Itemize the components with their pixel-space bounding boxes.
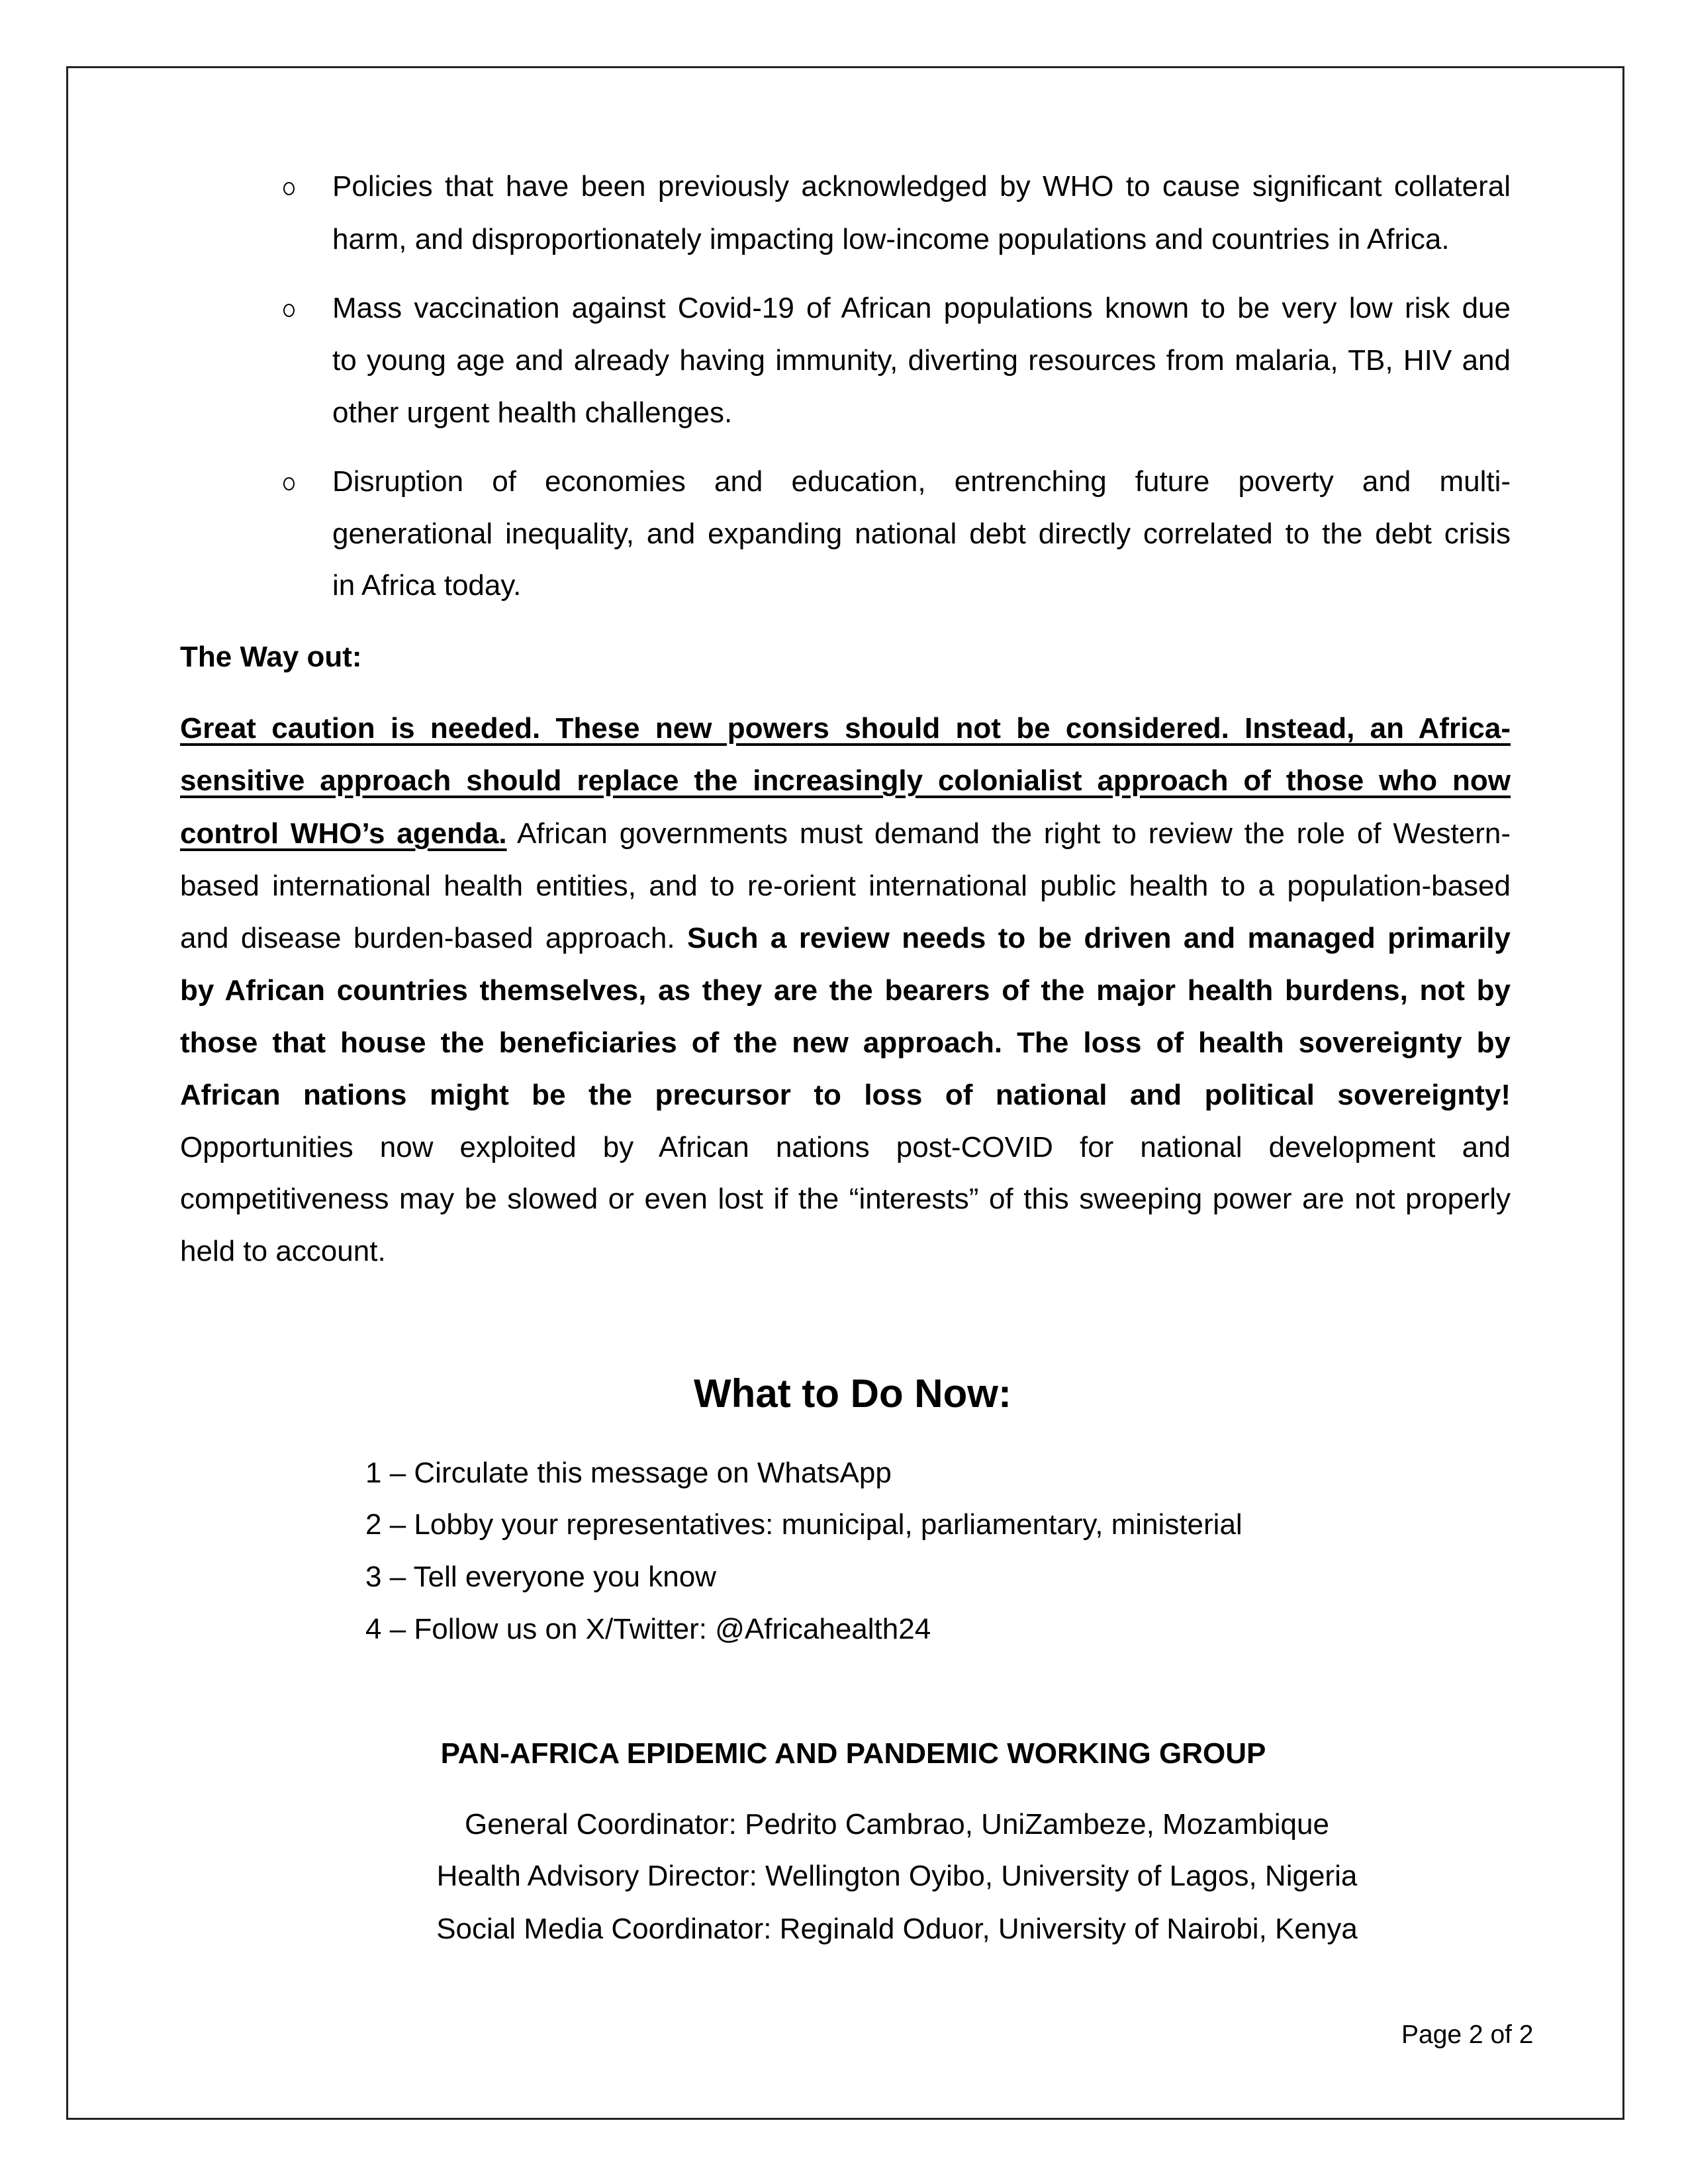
working-group-title: PAN-AFRICA EPIDEMIC AND PANDEMIC WORKING GROUP <box>440 1737 1266 1770</box>
bold-text: African nations might be the precursor to loss of national and political sovereignty! <box>180 1079 1511 1111</box>
section-heading-what-to-do: What to Do Now: <box>694 1371 1011 1416</box>
way-out-line-5 <box>180 912 1511 965</box>
bold-underlined-text: Great caution is needed. These new powers should not be considered. Instead, an Africa- <box>180 712 1511 745</box>
body-text: based international health entities, and to re-orient international public health to a population-based <box>180 870 1511 902</box>
action-item-1: 1 – Circulate this message on WhatsApp <box>365 1457 892 1489</box>
bullet-3-line-3: in Africa today. <box>332 569 522 602</box>
bold-underlined-text: sensitive approach should replace the increasingly colonialist approach of those who now <box>180 764 1511 797</box>
bullet-circle-icon <box>283 282 299 335</box>
way-out-line-2 <box>180 754 1511 807</box>
way-out-line-6 <box>180 964 1511 1017</box>
way-out-line-9 <box>180 1121 1511 1174</box>
action-item-3: 3 – Tell everyone you know <box>365 1561 716 1593</box>
bullet-2-line-2: to young age and already having immunity, diverting resources from malaria, TB, HIV and <box>332 344 1511 377</box>
bold-text: Such a review needs to be driven and managed primarily <box>686 922 1511 954</box>
bold-text: those that house the beneficiaries of the new approach. The loss of health sovereignty by <box>180 1026 1511 1059</box>
bullet-1-line-1: Policies that have been previously acknowledged by WHO to cause significant collateral <box>332 170 1511 203</box>
bold-underlined-text: control WHO’s agenda. <box>180 817 507 850</box>
way-out-line-1 <box>180 702 1511 755</box>
body-text: competitiveness may be slowed or even lost if the “interests” of this sweeping power are not properly <box>180 1183 1511 1215</box>
coordinator-health-advisory: Health Advisory Director: Wellington Oyibo, University of Lagos, Nigeria <box>436 1860 1358 1892</box>
body-text: African governments must demand the right to review the role of Western- <box>506 817 1511 850</box>
way-out-line-3 <box>180 807 1511 860</box>
way-out-line-10 <box>180 1173 1511 1226</box>
bold-text: by African countries themselves, as they are the bearers of the major health burdens, not by <box>180 974 1511 1007</box>
body-text: Opportunities now exploited by African nations post-COVID for national development and <box>180 1131 1511 1163</box>
bullet-circle-icon <box>283 160 299 213</box>
body-text: and disease burden-based approach. <box>180 922 687 954</box>
way-out-line-11 <box>180 1225 1511 1278</box>
body-text: held to account. <box>180 1235 386 1267</box>
bullet-1-line-2: harm, and disproportionately impacting low-income populations and countries in Africa. <box>332 223 1450 255</box>
section-heading-way-out: The Way out: <box>180 641 362 673</box>
bullet-3-line-2: generational inequality, and expanding national debt directly correlated to the debt crisis <box>332 518 1511 550</box>
action-item-4: 4 – Follow us on X/Twitter: @Africahealth24 <box>365 1613 931 1645</box>
bullet-circle-icon <box>283 455 299 508</box>
way-out-line-8 <box>180 1069 1511 1122</box>
coordinator-social-media: Social Media Coordinator: Reginald Oduor, University of Nairobi, Kenya <box>436 1913 1358 1945</box>
bullet-2-line-3: other urgent health challenges. <box>332 396 733 429</box>
page-number: Page 2 of 2 <box>1401 2021 1534 2049</box>
coordinator-general: General Coordinator: Pedrito Cambrao, UniZambeze, Mozambique <box>465 1808 1329 1841</box>
action-item-2: 2 – Lobby your representatives: municipal, parliamentary, ministerial <box>365 1508 1243 1541</box>
bullet-3-line-1: Disruption of economies and education, entrenching future poverty and multi- <box>332 465 1511 498</box>
bullet-2-line-1: Mass vaccination against Covid-19 of African populations known to be very low risk due <box>332 292 1511 324</box>
way-out-line-7 <box>180 1017 1511 1069</box>
way-out-line-4 <box>180 860 1511 913</box>
